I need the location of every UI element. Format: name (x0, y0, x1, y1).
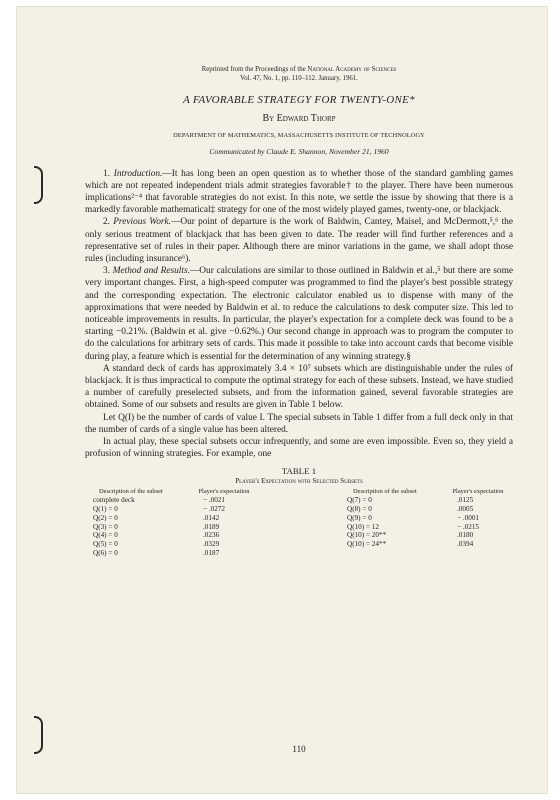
table-cell-description: complete deck (93, 496, 135, 505)
body-paragraph (85, 363, 513, 412)
table-cell-description: Q(8) = 0 (347, 505, 372, 514)
paragraph-text: —It has long been an open question as to whether those of the standard gambling games which are not repeated independent trials admit strategies favorable† to the player. There have been numerous implications²⁻⁴ that favorable strategies do not exist. In this note, we settle the issue by showing that there is a markedly favorable mathematical‡ strategy for one of the most widely played games, twenty-one, or blackjack. (85, 168, 513, 216)
article-title: A FAVORABLE STRATEGY FOR TWENTY-ONE* (183, 93, 415, 106)
table-cell-description: Q(1) = 0 (93, 505, 118, 514)
table-cell-expectation: − .0272 (203, 505, 226, 514)
paper-page (16, 6, 548, 794)
communicated-line: Communicated by Claude E. Shannon, November 21, 1960 (209, 146, 389, 156)
table-cell-expectation: .0005 (457, 505, 474, 514)
department-line: DEPARTMENT OF MATHEMATICS, MASSACHUSETTS INSTITUTE OF TECHNOLOGY (173, 131, 425, 139)
section-number: 3. (103, 266, 111, 277)
table-cell-expectation: .0189 (203, 522, 220, 531)
binding-staple-top (34, 166, 43, 204)
table-cell-expectation: .0394 (457, 539, 474, 548)
table-cell-expectation: .0187 (203, 548, 220, 557)
column-header-description: Description of the subset (353, 488, 417, 496)
body-paragraph (85, 168, 513, 217)
section-heading: Previous Work. (113, 217, 171, 228)
column-header-expectation: Player's expectation (452, 488, 504, 496)
body-paragraph (85, 265, 513, 363)
table-cell-description: Q(10) = 24** (347, 539, 387, 548)
table-cell-description: Q(10) = 12 (347, 522, 379, 531)
table-cell-description: Q(9) = 0 (347, 513, 372, 522)
body-paragraph (85, 412, 513, 436)
table-cell-expectation: .0180 (457, 531, 474, 540)
body-paragraph (85, 216, 513, 265)
paragraph-text: —Our calculations are similar to those outlined in Baldwin et al.,⁵ but there are some very important changes. First, a high-speed computer was programmed to find the player's best possible strategy and the corresponding expectation. The electronic calculator enabled us to dispense with many of the approximations that were needed by Baldwin et al. to reduce the calculations to desk computer size. This led to noticeable improvements in results. In particular, the player's expectation for a complete deck was found to be a starting −0.21%. (Baldwin et al. give −0.62%.) Our second change in approach was to program the computer to do the calculations for arbitrary sets of cards. This made it possible to take into account cards that become visible during play, a feature which is essential for the determination of any winning strategy.§ (85, 266, 514, 362)
expectation-table (85, 488, 513, 557)
table-cell-expectation: .0125 (457, 496, 474, 505)
paragraph-text: Let Q(I) be the number of cards of value I. The special subsets in Table 1 differ from a full deck only in that the number of cards of a single value has been altered. (85, 412, 513, 435)
column-header-description: Description of the subset (99, 488, 163, 496)
table-cell-description: Q(10) = 20** (347, 531, 387, 540)
table-cell-description: Q(6) = 0 (93, 548, 118, 557)
table-cell-description: Q(7) = 0 (347, 496, 372, 505)
paragraph-text: In actual play, these special subsets occur infrequently, and some are even impossible. Even so, they yield a profusion of winning strategies. For example, one (85, 437, 513, 460)
table-heading: Player's Expectation with Selected Subsets (235, 477, 363, 486)
table-cell-description: Q(3) = 0 (93, 522, 118, 531)
table-cell-description: Q(4) = 0 (93, 531, 118, 540)
table-cell-expectation: .0142 (203, 513, 220, 522)
column-header-expectation: Player's expectation (198, 488, 250, 496)
author-line: By Edward Thorp (262, 112, 336, 124)
table-cell-expectation: − .0021 (203, 496, 226, 505)
table-cell-expectation: .0329 (203, 539, 220, 548)
section-number: 1. (103, 168, 111, 179)
body-paragraph (85, 436, 513, 460)
section-number: 2. (103, 217, 111, 228)
page-number: 110 (292, 744, 306, 754)
section-heading: Introduction. (113, 168, 163, 179)
reprint-notice: Reprinted from the Proceedings of the National Academy of Sciences Vol. 47, No. 1, pp. 110–112. January, 1961. (201, 66, 397, 82)
section-heading: Method and Results. (112, 266, 190, 277)
article-content (85, 66, 514, 754)
table-cell-description: Q(2) = 0 (93, 513, 118, 522)
table-cell-expectation: − .0001 (457, 513, 480, 522)
table-cell-expectation: − .0215 (457, 522, 480, 531)
table-right-block (339, 488, 513, 557)
table-left-block (85, 488, 259, 557)
paragraph-text: —Our point of departure is the work of Baldwin, Cantey, Maisel, and McDermott,⁵,⁶ the only serious treatment of blackjack that has been given to date. The reader will find further references and a representative set of rules in their paper. Although there are minor variations in the game, we shall adopt those rules (including insurance⁶). (85, 217, 513, 265)
table-cell-expectation: .0236 (203, 531, 220, 540)
binding-staple-bottom (34, 716, 43, 754)
paragraph-text: A standard deck of cards has approximately 3.4 × 10⁷ subsets which are distinguishable under the rules of blackjack. It is thus impractical to compute the optimal strategy for each of these subsets. Instead, we have studied a number of carefully preselected subsets, and from the information gained, several favorable strategies are obtained. Some of our subsets and results are given in Table 1 below. (85, 363, 513, 411)
article-body (85, 168, 513, 461)
table-cell-description: Q(5) = 0 (93, 539, 118, 548)
table-caption: TABLE 1 (281, 466, 317, 477)
